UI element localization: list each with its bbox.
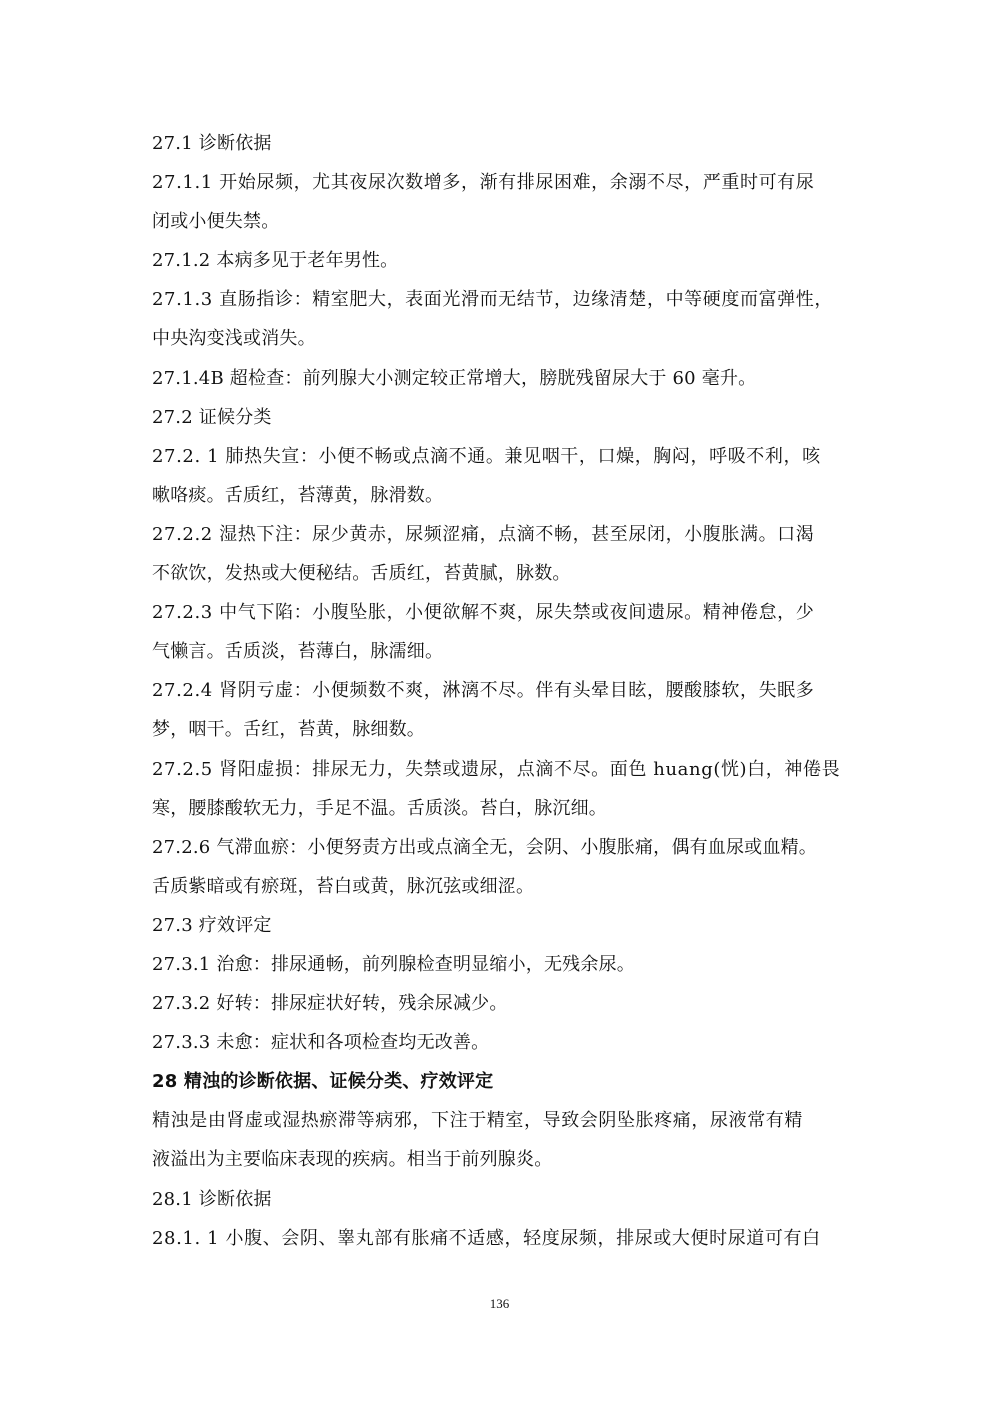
- text-line: 寒，腰膝酸软无力，手足不温。舌质淡。苔白，脉沉细。: [152, 797, 607, 819]
- text-line: 精浊是由肾虚或湿热瘀滞等病邪，下注于精室，导致会阴坠胀疼痛，尿液常有精: [152, 1110, 803, 1132]
- text-line: 27.1.4B 超检查：前列腺大小测定较正常增大，膀胱残留尿大于 60 毫升。: [152, 367, 757, 389]
- text-line: 27.1.1 开始尿频，尤其夜尿次数增多，渐有排尿困难，余溺不尽，严重时可有尿: [152, 172, 815, 194]
- text-line: 不欲饮，发热或大便秘结。舌质红，苔黄腻，脉数。: [152, 563, 571, 585]
- page-number: 136: [489, 1296, 510, 1311]
- text-line: 舌质紫暗或有瘀斑，苔白或黄，脉沉弦或细涩。: [152, 875, 535, 897]
- text-line: 液溢出为主要临床表现的疾病。相当于前列腺炎。: [152, 1149, 553, 1171]
- text-line: 闭或小便失禁。: [152, 211, 280, 233]
- text-line: 27.2. 1 肺热失宣：小便不畅或点滴不通。兼见咽干，口燥，胸闷，呼吸不利，咳: [152, 445, 821, 467]
- text-line: 27.1.2 本病多见于老年男性。: [152, 250, 399, 272]
- chapter-heading-28: 28 精浊的诊断依据、证候分类、疗效评定: [152, 1071, 494, 1093]
- section-heading-28-1: 28.1 诊断依据: [152, 1188, 272, 1210]
- text-line: 27.1.3 直肠指诊：精室肥大，表面光滑而无结节，边缘清楚，中等硬度而富弹性，: [152, 289, 833, 311]
- text-line: 27.3.1 治愈：排尿通畅，前列腺检查明显缩小，无残余尿。: [152, 953, 635, 975]
- section-heading-27-2: 27.2 证候分类: [152, 406, 272, 428]
- section-heading-27-3: 27.3 疗效评定: [152, 914, 272, 936]
- text-line: 27.3.2 好转：排尿症状好转，残余尿减少。: [152, 993, 508, 1015]
- text-line: 27.2.5 肾阳虚损：排尿无力，失禁或遗尿，点滴不尽。面色 huang(恍)白，神倦畏: [152, 758, 841, 780]
- text-line: 中央沟变浅或消失。: [152, 328, 316, 350]
- text-line: 梦，咽干。舌红，苔黄，脉细数。: [152, 719, 425, 741]
- text-line: 27.2.4 肾阴亏虚：小便频数不爽，淋漓不尽。伴有头晕目眩，腰酸膝软，失眠多: [152, 680, 815, 702]
- section-heading-27-1: 27.1 诊断依据: [152, 133, 272, 154]
- text-line: 27.2.6 气滞血瘀：小便努责方出或点滴全无，会阴、小腹胀痛，偶有血尿或血精。: [152, 836, 817, 858]
- text-line: 嗽咯痰。舌质红，苔薄黄，脉滑数。: [152, 484, 444, 506]
- text-line: 28.1. 1 小腹、会阴、睾丸部有胀痛不适感，轻度尿频，排尿或大便时尿道可有白: [152, 1227, 821, 1249]
- document-body: [152, 124, 852, 1258]
- text-line: 27.3.3 未愈：症状和各项检查均无改善。: [152, 1032, 490, 1054]
- text-line: 27.2.3 中气下陷：小腹坠胀，小便欲解不爽，尿失禁或夜间遗尿。精神倦怠，少: [152, 602, 815, 624]
- text-line: 气懒言。舌质淡，苔薄白，脉濡细。: [152, 641, 444, 663]
- text-line: 27.2.2 湿热下注：尿少黄赤，尿频涩痛，点滴不畅，甚至尿闭，小腹胀满。口渴: [152, 523, 815, 545]
